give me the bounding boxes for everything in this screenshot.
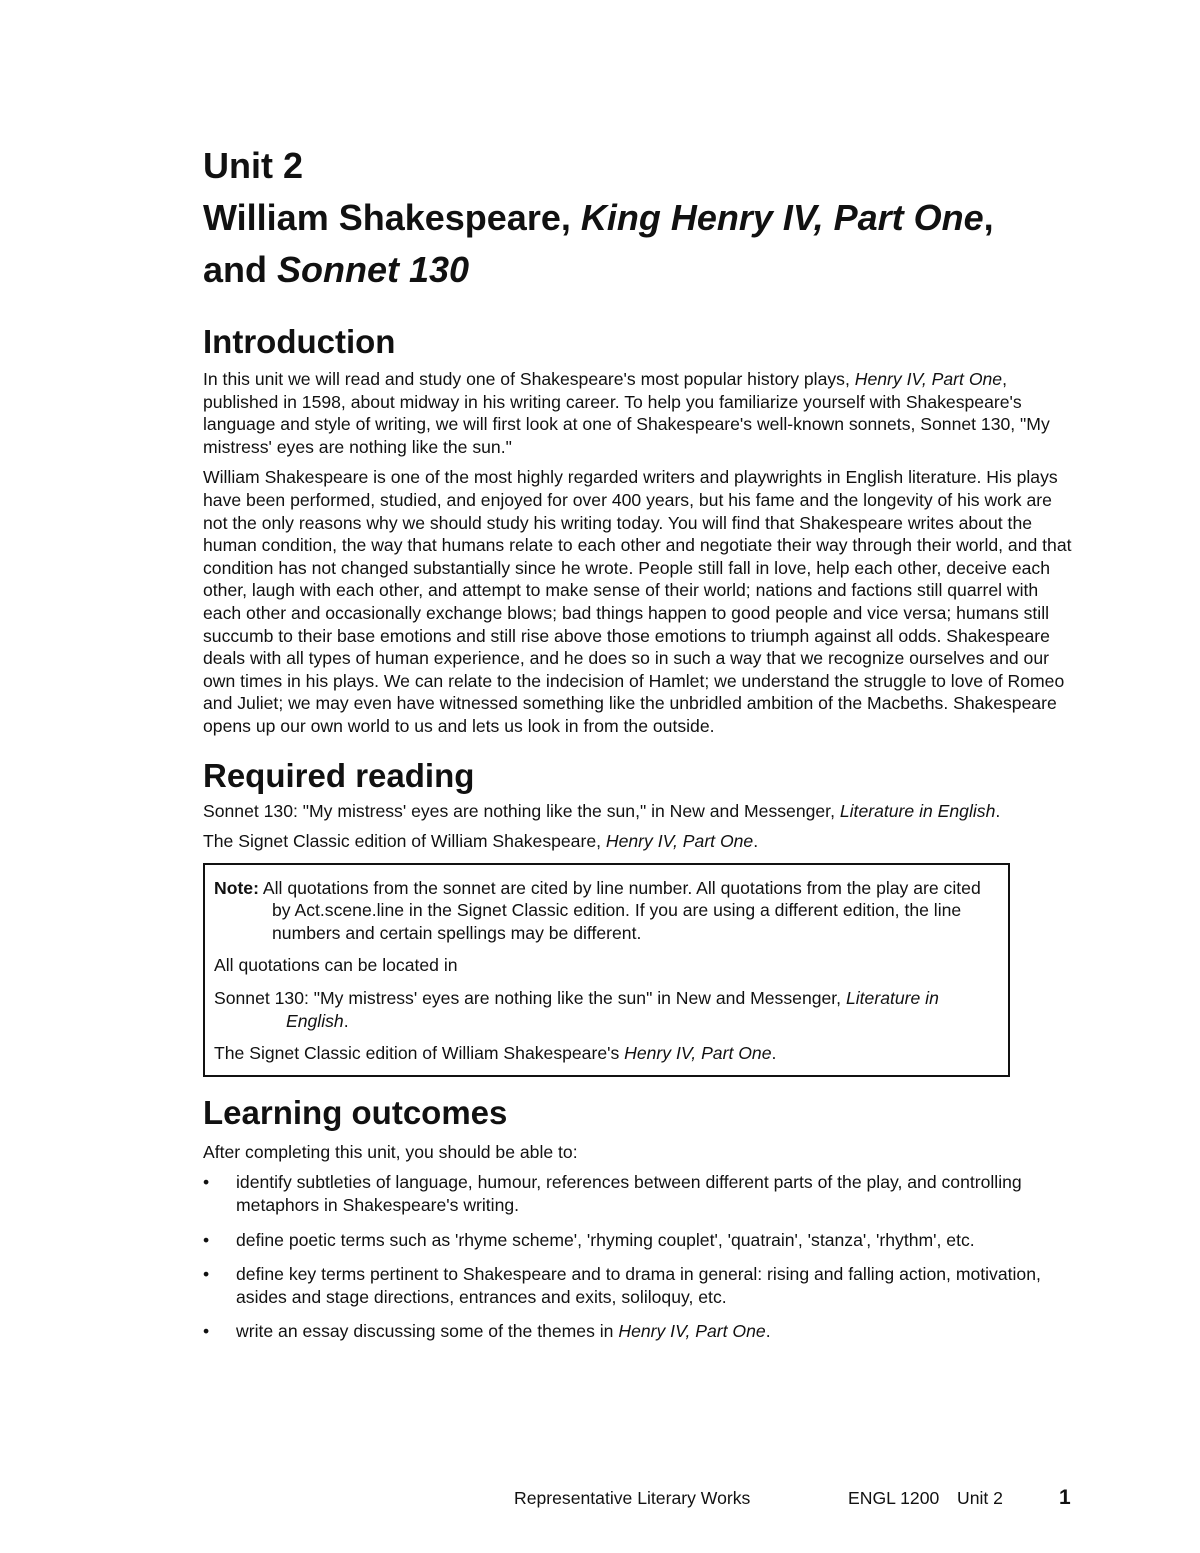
list-item <box>203 1263 1078 1308</box>
footer-course-title: Representative Literary Works <box>514 1488 751 1508</box>
intro-p1-text-c: , published in 1598, about midway in his writing career. To help you familiarize yourself with Shakespeare's language and style of writing, we will first look at one of Shakespeare's well-known sonnets, Sonnet 130, "My mistress' eyes are nothing like the sun." <box>203 369 1050 457</box>
page-title <box>203 140 1078 296</box>
list-item <box>203 1320 1078 1343</box>
note-src1-title: Literature in English <box>286 988 939 1031</box>
introduction-paragraph-1 <box>203 368 1078 458</box>
req1-text-c: . <box>995 800 1001 821</box>
outcome-text: define poetic terms such as 'rhyme scheme', 'rhyming couplet', 'quatrain', 'stanza', 'rhythm', etc. <box>236 1229 975 1250</box>
footer-course-code: ENGL 1200 <box>848 1488 940 1508</box>
req2-text-a: The Signet Classic edition of William Shakespeare, <box>203 831 606 852</box>
list-item <box>203 1171 1078 1216</box>
bullet-icon: • <box>203 1264 210 1285</box>
note-text <box>214 877 998 945</box>
note-box <box>203 863 1010 1077</box>
outcome-text-a: write an essay discussing some of the themes in <box>236 1321 619 1342</box>
bullet-icon: • <box>203 1321 210 1342</box>
learning-outcomes-intro: After completing this unit, you should be able to: <box>203 1141 578 1162</box>
bullet-icon: • <box>203 1172 210 1193</box>
req1-book-title: Literature in English <box>839 800 996 821</box>
note-src2-title: Henry IV, Part One <box>624 1043 772 1064</box>
outcome-text: define key terms pertinent to Shakespeare and to drama in general: rising and falling action, motivation, asides and stage directions, entrances and exits, soliloquy, etc. <box>236 1264 1041 1307</box>
unit-label: Unit 2 <box>203 145 304 186</box>
intro-p1-title: Henry IV, Part One <box>854 369 1003 389</box>
title-comma: , <box>983 197 994 238</box>
note-src1-a: Sonnet 130: "My mistress' eyes are nothing like the sun" in New and Messenger, <box>214 988 846 1009</box>
title-work-sonnet: Sonnet 130 <box>277 249 470 290</box>
required-reading-item-sonnet <box>203 800 1078 823</box>
learning-outcomes-heading: Learning outcomes <box>203 1093 508 1131</box>
note-src1-c: . <box>343 1010 349 1031</box>
required-reading-item-play <box>203 830 1078 853</box>
note-src2-a: The Signet Classic edition of William Shakespeare's <box>214 1043 625 1064</box>
page-number: 1 <box>1059 1486 1071 1509</box>
outcome-text: identify subtleties of language, humour, references between different parts of the play, and controlling metaphors in Shakespeare's writing. <box>236 1172 1022 1216</box>
outcome-text-c: . <box>765 1321 771 1342</box>
title-and: and <box>203 249 278 290</box>
title-prefix: William Shakespeare, <box>203 197 581 238</box>
footer-unit: Unit 2 <box>957 1488 1003 1508</box>
intro-p1-text-a: In this unit we will read and study one of Shakespeare's most popular history plays, <box>203 369 855 389</box>
required-reading-heading: Required reading <box>203 756 475 794</box>
note-src2-c: . <box>771 1043 777 1064</box>
note-source-sonnet <box>214 987 998 1032</box>
outcome-play-title: Henry IV, Part One <box>618 1321 766 1342</box>
note-source-play <box>214 1042 998 1065</box>
note-label: Note: <box>214 877 259 898</box>
title-work-henry: King Henry IV, Part One <box>580 197 984 238</box>
note-located: All quotations can be located in <box>214 955 458 976</box>
req1-text-a: Sonnet 130: "My mistress' eyes are nothing like the sun," in New and Messenger, <box>203 800 840 821</box>
req2-play-title: Henry IV, Part One <box>605 831 754 852</box>
introduction-heading: Introduction <box>203 323 396 360</box>
note-body: All quotations from the sonnet are cited by line number. All quotations from the play are cited by Act.scene.line in the Signet Classic edition. If you are using a different edition, the line numbers and certain spellings may be different. <box>258 877 981 943</box>
list-item <box>203 1229 1078 1252</box>
bullet-icon: • <box>203 1229 210 1250</box>
page-content <box>203 140 1078 1355</box>
learning-outcomes-list <box>203 1171 1078 1343</box>
introduction-paragraph-2: William Shakespeare is one of the most highly regarded writers and playwrights in English literature. His plays have been performed, studied, and enjoyed for over 400 years, but his fame and the longevity of his work are not the only reasons why we should study his writing today. You will find that Shakespeare writes about the human condition, the way that humans relate to each other and negotiate their way through their world, and that condition has not changed substantially since he wrote. People still fall in love, help each other, deceive each other, laugh with each other, and attempt to make sense of their world; nations and factions still quarrel with each other and occasionally exchange blows; bad things happen to good people and vice versa; humans still succumb to their base emotions and still rise above those emotions to triumph against all odds. Shakespeare deals with all types of human experience, and he does so in such a way that we recognize ourselves and our own times in his plays. We can relate to the indecision of Hamlet; we understand the struggle to love of Romeo and Juliet; we may even have witnessed something like the unbridled ambition of the Macbeths. Shakespeare opens up our own world to us and lets us look in from the outside. <box>203 467 1072 736</box>
req2-text-c: . <box>753 831 759 852</box>
